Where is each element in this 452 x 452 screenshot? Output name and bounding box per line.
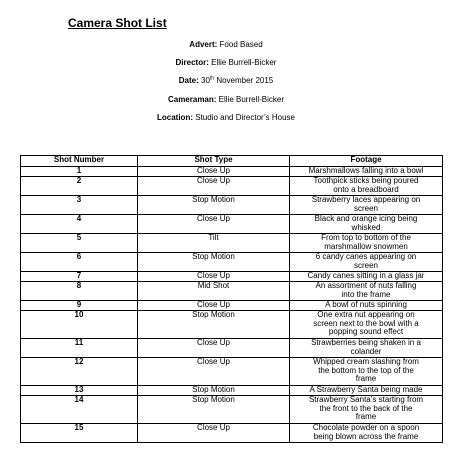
footage-line: screen	[353, 203, 378, 213]
table-row	[21, 282, 443, 301]
footage-cell	[290, 196, 443, 215]
table-row	[21, 177, 443, 196]
footage-line: Strawberry laces appearing on	[311, 195, 421, 204]
footage-line: Strawberries being shaken in a	[311, 338, 421, 347]
shot-number-cell: 10	[21, 311, 138, 339]
meta-label: Director:	[175, 58, 209, 67]
meta-value: Studio and Director’s House	[195, 113, 295, 122]
shot-number-cell: 2	[21, 177, 138, 196]
footage-line: Toothpick sticks being poured	[313, 176, 419, 185]
footage-line: being blown across the frame	[313, 431, 419, 441]
table-row	[21, 272, 443, 282]
header-shot-number: Shot Number	[21, 156, 138, 167]
meta-location	[0, 113, 452, 122]
shot-number-cell: 4	[21, 215, 138, 234]
footage-cell	[290, 272, 443, 282]
shot-type-cell: Stop Motion	[138, 396, 290, 424]
meta-date	[0, 76, 452, 85]
shot-type-cell: Close Up	[138, 167, 290, 177]
footage-cell	[290, 311, 443, 339]
table-row	[21, 424, 443, 443]
shot-number-cell: 8	[21, 282, 138, 301]
shot-type-cell: Close Up	[138, 177, 290, 196]
footage-cell	[290, 424, 443, 443]
footage-cell	[290, 396, 443, 424]
shot-type-cell: Stop Motion	[138, 311, 290, 339]
shot-number-cell: 1	[21, 167, 138, 177]
footage-cell	[290, 282, 443, 301]
shot-type-cell: Stop Motion	[138, 253, 290, 272]
document-title: Camera Shot List	[68, 16, 167, 30]
shot-list-table	[20, 155, 443, 443]
footage-line: Chocolate powder on a spoon	[312, 423, 420, 432]
shot-number-cell: 3	[21, 196, 138, 215]
footage-cell	[290, 339, 443, 358]
footage-line: Candy canes sitting in a glass jar	[307, 271, 425, 280]
shot-number-cell: 15	[21, 424, 138, 443]
footage-line: screen next to the bowl with a	[313, 318, 419, 328]
table-row	[21, 386, 443, 396]
table-header-row	[21, 156, 443, 167]
table-row	[21, 253, 443, 272]
shot-type-cell: Close Up	[138, 272, 290, 282]
footage-line: From top to bottom of the	[321, 233, 411, 242]
meta-advert	[0, 40, 452, 49]
footage-line: frame	[355, 412, 377, 422]
footage-line: into the frame	[341, 289, 391, 299]
footage-line: An assortment of nuts falling	[315, 281, 417, 290]
table-row	[21, 167, 443, 177]
table-body	[21, 167, 443, 443]
shot-type-cell: Stop Motion	[138, 386, 290, 396]
footage-line: Whipped cream slashing from	[313, 357, 419, 366]
table-row	[21, 396, 443, 424]
meta-value: Ellie Burrell-Bicker	[211, 58, 277, 67]
footage-line: screen	[353, 260, 378, 270]
footage-line: colander	[350, 346, 382, 356]
footage-cell	[290, 386, 443, 396]
shot-type-cell: Close Up	[138, 215, 290, 234]
footage-line: the front to the back of the	[319, 403, 413, 413]
table-row	[21, 301, 443, 311]
shot-type-cell: Tilt	[138, 234, 290, 253]
table-row	[21, 196, 443, 215]
footage-line: onto a breadboard	[333, 184, 399, 194]
footage-line: the bottom to the top of the	[318, 365, 414, 375]
meta-value-ordinal: th	[209, 75, 215, 82]
meta-label: Date:	[178, 76, 199, 85]
footage-cell	[290, 301, 443, 311]
meta-value: Food Based	[219, 40, 263, 49]
meta-label: Advert:	[189, 40, 218, 49]
shot-type-cell: Close Up	[138, 339, 290, 358]
footage-cell	[290, 167, 443, 177]
table-row	[21, 311, 443, 339]
footage-cell	[290, 253, 443, 272]
shot-type-cell: Stop Motion	[138, 196, 290, 215]
shot-type-cell: Mid Shot	[138, 282, 290, 301]
footage-line: Black and orange icing being	[314, 214, 418, 223]
footage-cell	[290, 215, 443, 234]
footage-line: Strawberry Santa’s starting from	[308, 395, 424, 404]
footage-line: marshmallow snowmen	[324, 241, 408, 251]
footage-line: frame	[355, 374, 377, 384]
table-row	[21, 358, 443, 386]
table-row	[21, 339, 443, 358]
footage-line: 6 candy canes appearing on	[315, 252, 417, 261]
meta-label: Location:	[157, 113, 193, 122]
shot-number-cell: 6	[21, 253, 138, 272]
meta-director	[0, 58, 452, 67]
footage-cell	[290, 234, 443, 253]
meta-value: 30	[201, 76, 210, 85]
header-footage: Footage	[290, 156, 443, 167]
footage-line: A bowl of nuts spinning	[325, 300, 407, 309]
footage-line: Marshmallows falling into a bowl	[308, 166, 424, 175]
header-shot-type: Shot Type	[138, 156, 290, 167]
shot-number-cell: 7	[21, 272, 138, 282]
footage-line: whisked	[351, 222, 381, 232]
meta-value: Ellie Burrell-Bicker	[218, 95, 285, 104]
footage-line: A Strawberry Santa being made	[309, 385, 423, 394]
meta-value: November 2015	[216, 76, 274, 85]
shot-number-cell: 11	[21, 339, 138, 358]
shot-number-cell: 5	[21, 234, 138, 253]
shot-number-cell: 14	[21, 396, 138, 424]
meta-label: Cameraman:	[167, 95, 217, 104]
shot-number-cell: 13	[21, 386, 138, 396]
footage-line: One extra nut appearing on	[317, 310, 415, 319]
table-row	[21, 215, 443, 234]
table-row	[21, 234, 443, 253]
shot-number-cell: 9	[21, 301, 138, 311]
shot-number-cell: 12	[21, 358, 138, 386]
shot-type-cell: Close Up	[138, 424, 290, 443]
footage-line: popping sound effect	[328, 327, 404, 337]
footage-cell	[290, 177, 443, 196]
shot-type-cell: Close Up	[138, 358, 290, 386]
shot-type-cell: Close Up	[138, 301, 290, 311]
meta-cameraman	[0, 95, 452, 104]
footage-cell	[290, 358, 443, 386]
